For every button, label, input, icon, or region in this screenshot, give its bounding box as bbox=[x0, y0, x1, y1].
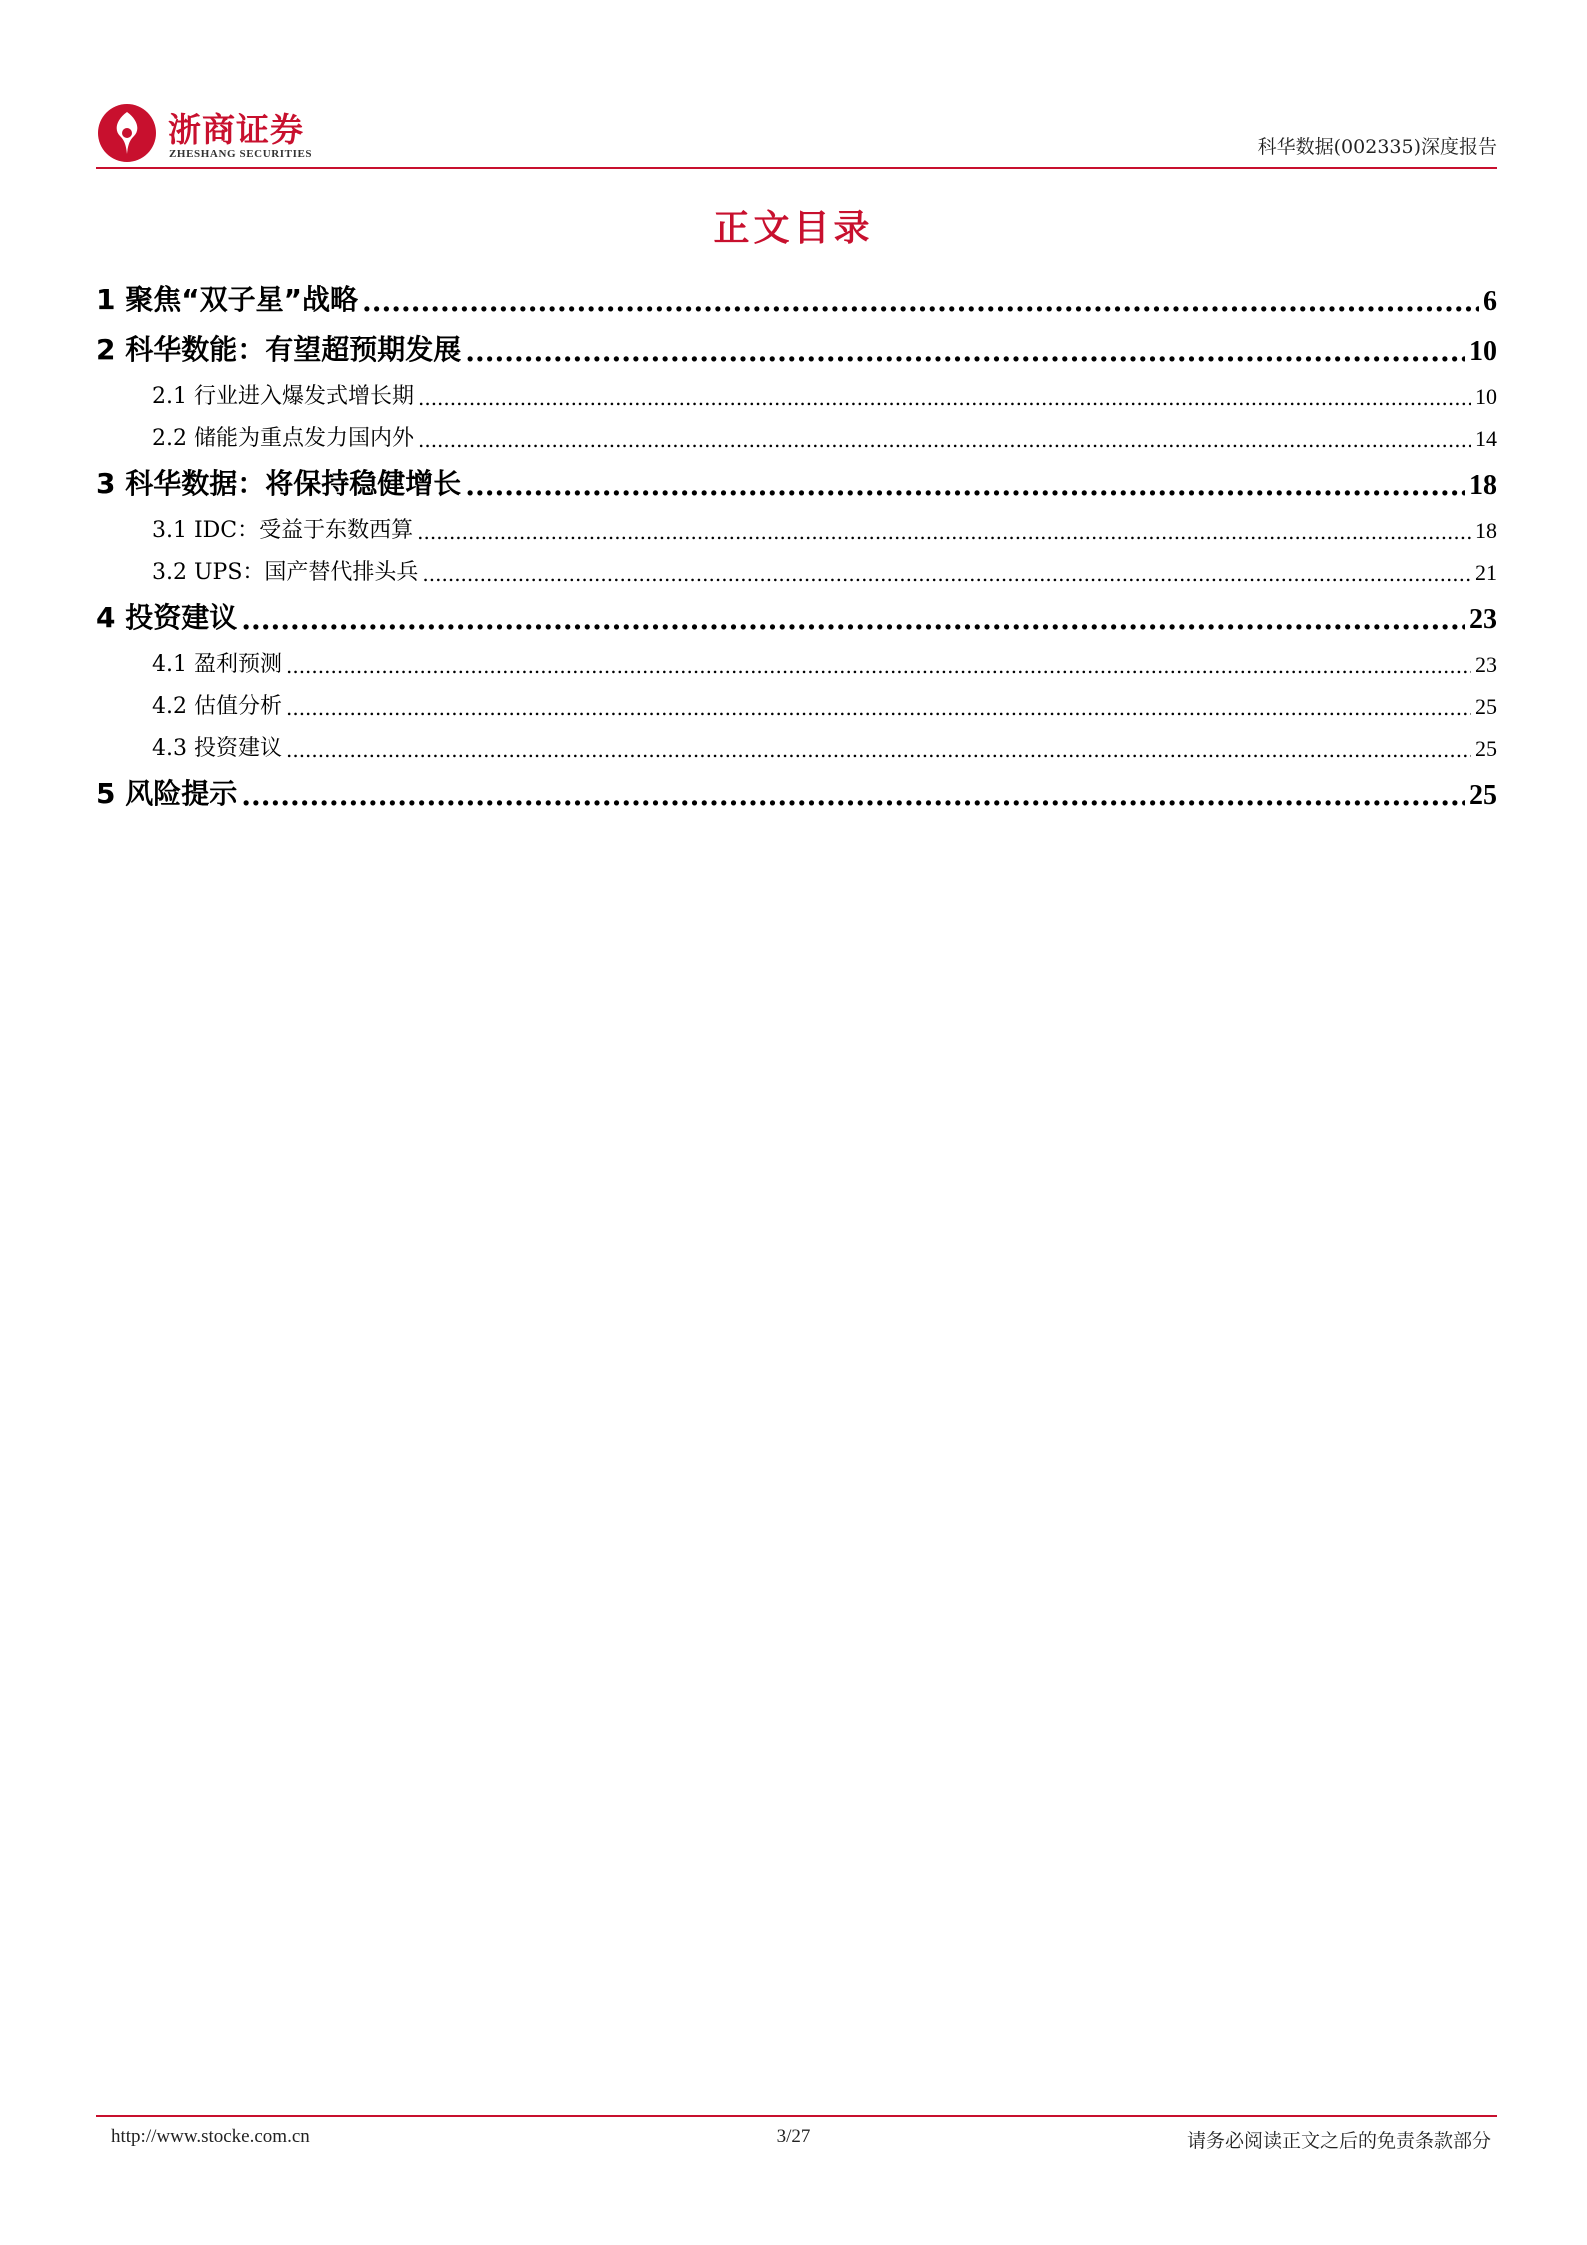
toc-entry-page: 18 bbox=[1469, 470, 1497, 501]
toc-leader-dots bbox=[465, 469, 1465, 502]
logo-chinese-name: 浙商证券 bbox=[168, 110, 304, 149]
toc-entry-level2[interactable] bbox=[96, 544, 1497, 586]
toc-entry-level1[interactable] bbox=[96, 586, 1497, 636]
toc-entry-level2[interactable] bbox=[96, 368, 1497, 410]
toc-entry-page: 23 bbox=[1469, 604, 1497, 635]
table-of-contents bbox=[96, 268, 1497, 812]
toc-leader-dots bbox=[417, 520, 1471, 544]
header-divider bbox=[96, 167, 1497, 169]
toc-entry-title: 4.2 估值分析 bbox=[152, 694, 282, 719]
toc-entry-title: 4 投资建议 bbox=[96, 601, 238, 634]
toc-entry-level1[interactable] bbox=[96, 268, 1497, 318]
toc-entry-title: 3.2 UPS：国产替代排头兵 bbox=[152, 560, 419, 585]
toc-entry-page: 18 bbox=[1475, 518, 1497, 543]
toc-entry-page: 25 bbox=[1469, 780, 1497, 811]
footer-page-number: 3/27 bbox=[776, 2126, 811, 2147]
toc-entry-title: 4.3 投资建议 bbox=[152, 736, 282, 761]
toc-leader-dots bbox=[286, 696, 1471, 720]
toc-entry-title: 1 聚焦“双子星”战略 bbox=[96, 283, 359, 316]
toc-entry-level1[interactable] bbox=[96, 318, 1497, 368]
page-header bbox=[96, 98, 1497, 168]
toc-entry-title: 2.1 行业进入爆发式增长期 bbox=[152, 384, 414, 409]
toc-heading: 正文目录 bbox=[713, 208, 874, 249]
toc-entry-page: 25 bbox=[1475, 736, 1497, 761]
toc-entry-title: 3.1 IDC：受益于东数西算 bbox=[152, 518, 414, 543]
toc-entry-page: 10 bbox=[1475, 384, 1497, 409]
toc-leader-dots bbox=[241, 603, 1465, 636]
toc-entry-level2[interactable] bbox=[96, 720, 1497, 762]
toc-entry-title: 4.1 盈利预测 bbox=[152, 652, 282, 677]
footer-divider bbox=[96, 2115, 1497, 2117]
toc-entry-level2[interactable] bbox=[96, 410, 1497, 452]
footer-url-link[interactable]: http://www.stocke.com.cn bbox=[111, 2126, 310, 2147]
toc-leader-dots bbox=[418, 386, 1471, 410]
report-title: 科华数据(002335)深度报告 bbox=[1257, 136, 1497, 158]
logo-english-name: ZHESHANG SECURITIES bbox=[169, 148, 313, 160]
toc-entry-title: 2 科华数能：有望超预期发展 bbox=[96, 333, 462, 366]
footer-disclaimer: 请务必阅读正文之后的免责条款部分 bbox=[1186, 2130, 1491, 2152]
toc-leader-dots bbox=[465, 335, 1465, 368]
toc-leader-dots bbox=[418, 428, 1471, 452]
toc-entry-page: 6 bbox=[1483, 286, 1497, 317]
zheshang-logo-icon bbox=[96, 102, 158, 164]
toc-entry-page: 14 bbox=[1475, 426, 1497, 451]
toc-entry-page: 10 bbox=[1469, 336, 1497, 367]
toc-entry-title: 2.2 储能为重点发力国内外 bbox=[152, 426, 414, 451]
toc-entry-level2[interactable] bbox=[96, 678, 1497, 720]
toc-leader-dots bbox=[241, 779, 1465, 812]
toc-entry-level1[interactable] bbox=[96, 762, 1497, 812]
toc-entry-title: 5 风险提示 bbox=[96, 777, 238, 810]
toc-leader-dots bbox=[286, 738, 1471, 762]
toc-entry-title: 3 科华数据：将保持稳健增长 bbox=[96, 467, 462, 500]
toc-leader-dots bbox=[362, 285, 1479, 318]
toc-leader-dots bbox=[422, 562, 1471, 586]
toc-leader-dots bbox=[286, 654, 1471, 678]
toc-entry-level1[interactable] bbox=[96, 452, 1497, 502]
toc-entry-level2[interactable] bbox=[96, 502, 1497, 544]
toc-entry-page: 23 bbox=[1475, 652, 1497, 677]
toc-entry-level2[interactable] bbox=[96, 636, 1497, 678]
toc-entry-page: 25 bbox=[1475, 694, 1497, 719]
toc-entry-page: 21 bbox=[1475, 560, 1497, 585]
